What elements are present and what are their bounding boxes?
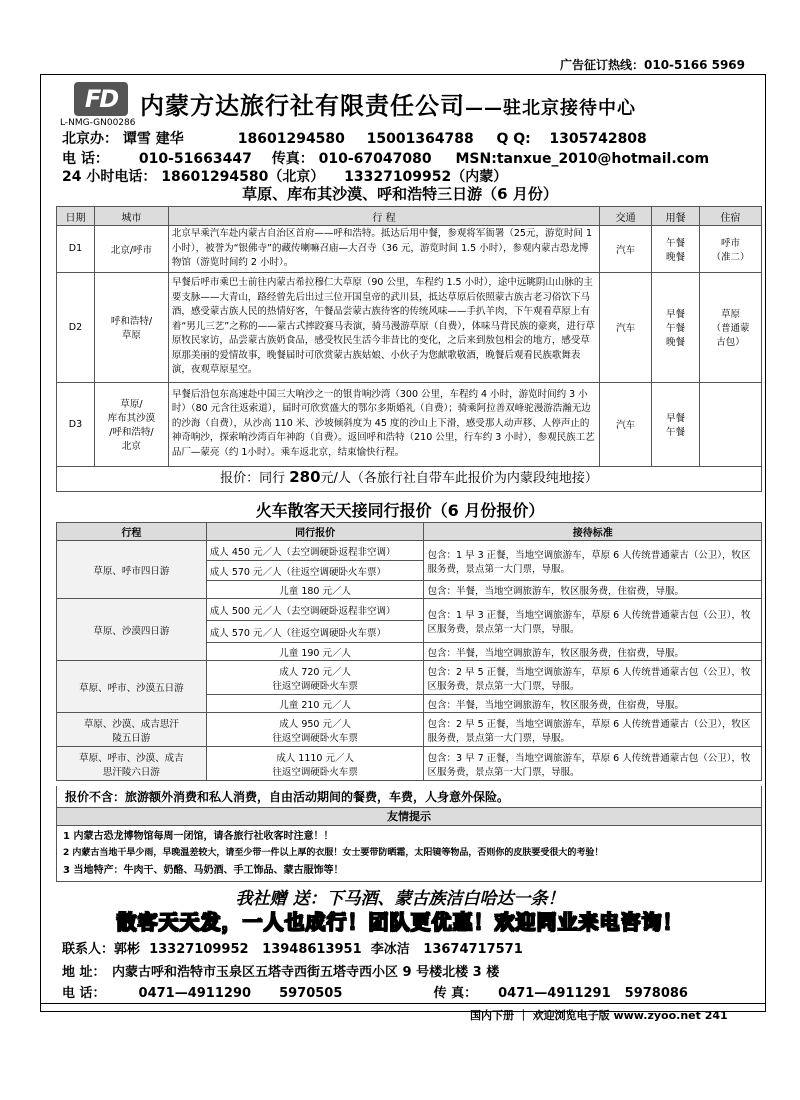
price-cell: 儿童 180 元／人 — [206, 581, 424, 599]
tip-item: 3 当地特产：牛肉干、奶酪、马奶酒、手工饰品、蒙古服饰等！ — [63, 865, 344, 876]
day-transport: 汽车 — [600, 382, 652, 466]
col-lodging: 住宿 — [700, 207, 762, 226]
itinerary-row-d1 — [57, 226, 762, 273]
ad-hotline: 广告征订热线：010-5166 5969 — [560, 58, 746, 72]
tour-price-line — [56, 464, 762, 492]
col-meals: 用餐 — [652, 207, 700, 226]
24h-phone-inner-mongolia: 13327109952（内蒙） — [344, 169, 508, 185]
col-transport: 交通 — [600, 207, 652, 226]
footer-address — [62, 961, 499, 980]
company-name — [140, 86, 636, 121]
price-cell: 儿童 190 元／人 — [206, 643, 424, 661]
tel-label: 电 话： — [62, 151, 109, 167]
qq-number: 1305742808 — [549, 131, 647, 147]
day-transport: 汽车 — [600, 226, 652, 273]
tel-number: 010-51663447 — [138, 151, 252, 167]
standard-cell: 包含：1 早 3 正餐，当地空调旅游车，草原 6 人传统普通蒙古包（公卫），牧区服务费，景点第一大门票，导服。 — [424, 599, 762, 643]
col-date: 日期 — [57, 207, 95, 226]
itinerary-table — [56, 206, 762, 467]
tip-item: 2 内蒙古当地干旱少雨，早晚温差较大，请至少带一件以上厚的衣服！女士要带防晒霜，太阳镜等物品，否则你的皮肤要受很大的考验！ — [63, 848, 604, 858]
train-header-row — [57, 523, 762, 541]
train-row — [57, 713, 762, 747]
price-prefix: 报价：同行 — [220, 471, 286, 486]
price-cell: 成人 950 元／人 往返空调硬卧火车票 — [206, 713, 424, 747]
footer-contact-label: 联系人： — [62, 942, 115, 957]
24h-label: 24 小时电话： — [62, 169, 157, 185]
price-cell: 成人 500 元／人（去空调硬卧返程非空调） — [206, 599, 424, 621]
col-city: 城市 — [94, 207, 168, 226]
price-cell: 儿童 210 元／人 — [206, 695, 424, 713]
day-meals: 早餐 午餐 晚餐 — [652, 272, 700, 382]
footer-address-text: 内蒙古呼和浩特市玉泉区五塔寺西街五塔寺西小区 9 号楼北楼 3 楼 — [112, 965, 500, 980]
price-cell: 成人 570 元／人（往返空调硬卧火车票） — [206, 621, 424, 643]
standard-cell: 包含：1 早 3 正餐，当地空调旅游车，草原 6 人传统普通蒙古（公卫），牧区服务费，景点第一大门票，导服。 — [424, 541, 762, 581]
price-cell: 成人 570 元／人（往返空调硬卧火车票） — [206, 561, 424, 581]
day-lodging — [700, 382, 762, 466]
footer-fax-2: 5978086 — [624, 986, 688, 1001]
day-lodging: 草原 （普通蒙 古包） — [700, 272, 762, 382]
footer-contacts — [62, 938, 523, 957]
train-row — [57, 747, 762, 781]
gift-line: 我社赠 送：下马酒、蒙古族洁白哈达一条！ — [235, 889, 565, 909]
col-route: 行程 — [57, 523, 207, 541]
footer-fax-1: 0471—4911291 — [498, 986, 611, 1001]
train-row — [57, 541, 762, 561]
train-row — [57, 599, 762, 621]
route-name: 草原、呼市、沙漠、成吉 思汗陵六日游 — [57, 747, 207, 781]
col-peer-price: 同行报价 — [206, 523, 424, 541]
license-number: L-NMG-GN00286 — [60, 118, 136, 128]
bottom-rule — [40, 1003, 766, 1004]
slogan: 散客天天发，一人也成行！团队更优惠！欢迎同业来电咨询！ — [116, 910, 684, 934]
footer-phones — [62, 982, 688, 1001]
beijing-label: 北京办： — [62, 131, 118, 147]
standard-cell: 包含：半餐，当地空调旅游车，牧区服务费，住宿费，导服。 — [424, 581, 762, 599]
price-suffix: 元/人（各旅行社自带车此报价为内蒙段纯地接） — [320, 471, 598, 486]
price-value: 280 — [289, 468, 321, 486]
beijing-contact-line — [62, 128, 647, 148]
train-row — [57, 661, 762, 695]
footer-fax-label: 传 真： — [433, 986, 478, 1001]
company-name-main: 内蒙方达旅行社有限责任公司 — [140, 92, 465, 120]
col-itinerary: 行 程 — [168, 207, 599, 226]
day-city: 呼和浩特/ 草原 — [94, 272, 168, 382]
price-cell: 成人 450 元／人（去空调硬卧返程非空调） — [206, 541, 424, 561]
price-cell: 成人 1110 元／人 往返空调硬卧火车票 — [206, 747, 424, 781]
standard-cell: 包含：2 早 5 正餐，当地空调旅游车，草原 6 人传统普通蒙古（公卫），牧区服务费，景点第一大门票，导服。 — [424, 713, 762, 747]
day-label: D3 — [57, 382, 95, 466]
day-lodging: 呼市 （准二） — [700, 226, 762, 273]
fax-label: 传真： — [271, 151, 314, 167]
footer-tel-1: 0471—4911290 — [138, 986, 252, 1001]
qq-label: Q Q: — [496, 131, 531, 147]
price-exclusions: 报价不含：旅游额外消费和私人消费，自由活动期间的餐费，车费，人身意外保险。 — [56, 786, 762, 808]
standard-cell: 包含：2 早 5 正餐，当地空调旅游车，草原 6 人传统普通蒙古包（公卫），牧区服务费，景点第一大门票，导服。 — [424, 661, 762, 695]
tel-contact-line — [62, 148, 709, 168]
day-meals: 午餐 晚餐 — [652, 226, 700, 273]
msn-label: MSN: — [455, 151, 497, 167]
beijing-phone-2: 15001364788 — [366, 131, 474, 147]
tips-title: 友情提示 — [56, 808, 762, 826]
itinerary-header-row — [57, 207, 762, 226]
route-name: 草原、呼市四日游 — [57, 541, 207, 599]
day-city: 北京/呼市 — [94, 226, 168, 273]
standard-cell: 包含：半餐，当地空调旅游车，牧区服务费，住宿费，导服。 — [424, 695, 762, 713]
company-name-suffix: ——驻北京接待中心 — [465, 98, 636, 119]
footer-contact-list: 郭彬 13327109952 13948613951 李冰洁 13674717571 — [114, 942, 523, 957]
day-description: 早餐后呼市乘巴士前往内蒙古希拉穆仁大草原（90 公里，车程约 1.5 小时），途中远眺阴山山脉的主要支脉——大青山，路经曾先后出过三位开国皇帝的武川县，抵达草原后依照蒙古族古老习俗饮下马酒，感受蒙古族人民的热情好客，午餐品尝蒙古族待客的传统风味——手扒羊肉，下午观看草原上有着“男儿三艺”之称的——蒙古式摔跤赛马表演，骑马漫游草原（自费），体味马背民族的豪爽，进行草原牧民家访，品尝蒙古族奶食品，感受牧民生活今非昔比的变化，之后来到敖包相会的地方，感受草原那美丽的爱情故事，晚餐届时可欣赏蒙古族姑娘、小伙子为您献歌敬酒，晚餐后观看民族歌舞表演，夜观草原星空。 — [168, 272, 599, 382]
route-name: 草原、呼市、沙漠五日游 — [57, 661, 207, 713]
beijing-phone-1: 18601294580 — [237, 131, 345, 147]
tip-item: 1 内蒙古恐龙博物馆每周一闭馆，请各旅行社收客时注意！！ — [63, 831, 334, 842]
beijing-names: 谭雪 建华 — [122, 131, 184, 147]
day-label: D1 — [57, 226, 95, 273]
train-title: 火车散客天天接同行报价（6 月份报价） — [255, 501, 545, 520]
route-name: 草原、沙漠、成吉思汗 陵五日游 — [57, 713, 207, 747]
day-description: 早餐后沿包东高速赴中国三大响沙之一的银肯响沙湾（300 公里，车程约 4 小时，游览时间约 3 小时）（80 元含往返索道），届时可欣赏盛大的鄂尔多斯婚礼（自费）；骑乘阿拉善双峰驼漫游浩瀚无边的沙海（自费），从沙高 110 米、沙坡倾斜度为 45 度的沙山上下滑，感受那人动声移、人停声止的神奇响沙，探索响沙湾百年神韵（自费）。返回呼和浩特（210 公里，行车约 3 小时），参观民族工艺品厂—蒙亮（约 1小时）。乘车返北京，结束愉快行程。 — [168, 382, 599, 466]
standard-cell: 包含：3 早 7 正餐，当地空调旅游车，草原 6 人传统普通蒙古包（公卫），牧区服务费，景点第一大门票，导服。 — [424, 747, 762, 781]
bottom-bar: 国内下册 ｜ 欢迎浏览电子版 www.zyoo.net 241 — [470, 1009, 728, 1022]
footer-address-label: 地 址： — [62, 965, 106, 980]
itinerary-row-d2 — [57, 272, 762, 382]
col-standard: 接待标准 — [424, 523, 762, 541]
day-transport: 汽车 — [600, 272, 652, 382]
day-description: 北京早乘汽车赴内蒙古自治区首府——呼和浩特。抵达后用中餐，参观将军衙署（25元，游览时间 1 小时），被誉为“银佛寺”的藏传喇嘛召庙—大召寺（36 元，游览时间 1.5 小时），参观内蒙古恐龙博物馆（游览时间约 2 小时）。 — [168, 226, 599, 273]
footer-tel-2: 5970505 — [279, 986, 343, 1001]
footer-tel-label: 电 话： — [62, 986, 106, 1001]
day-city: 草原/ 库布其沙漠 /呼和浩特/ 北京 — [94, 382, 168, 466]
24h-phone-beijing: 18601294580（北京） — [161, 169, 325, 185]
fax-number: 010-67047080 — [318, 151, 432, 167]
day-meals: 早餐 午餐 — [652, 382, 700, 466]
train-price-table — [56, 522, 762, 781]
tips-list — [56, 826, 762, 882]
route-name: 草原、沙漠四日游 — [57, 599, 207, 661]
company-logo: FD — [74, 82, 128, 116]
itinerary-row-d3 — [57, 382, 762, 466]
msn-address: tanxue_2010@hotmail.com — [496, 151, 710, 167]
price-cell: 成人 720 元／人 往返空调硬卧火车票 — [206, 661, 424, 695]
standard-cell: 包含：半餐，当地空调旅游车，牧区服务费，住宿费，导服。 — [424, 643, 762, 661]
day-label: D2 — [57, 272, 95, 382]
tour-title: 草原、库布其沙漠、呼和浩特三日游（6 月份） — [242, 185, 558, 203]
